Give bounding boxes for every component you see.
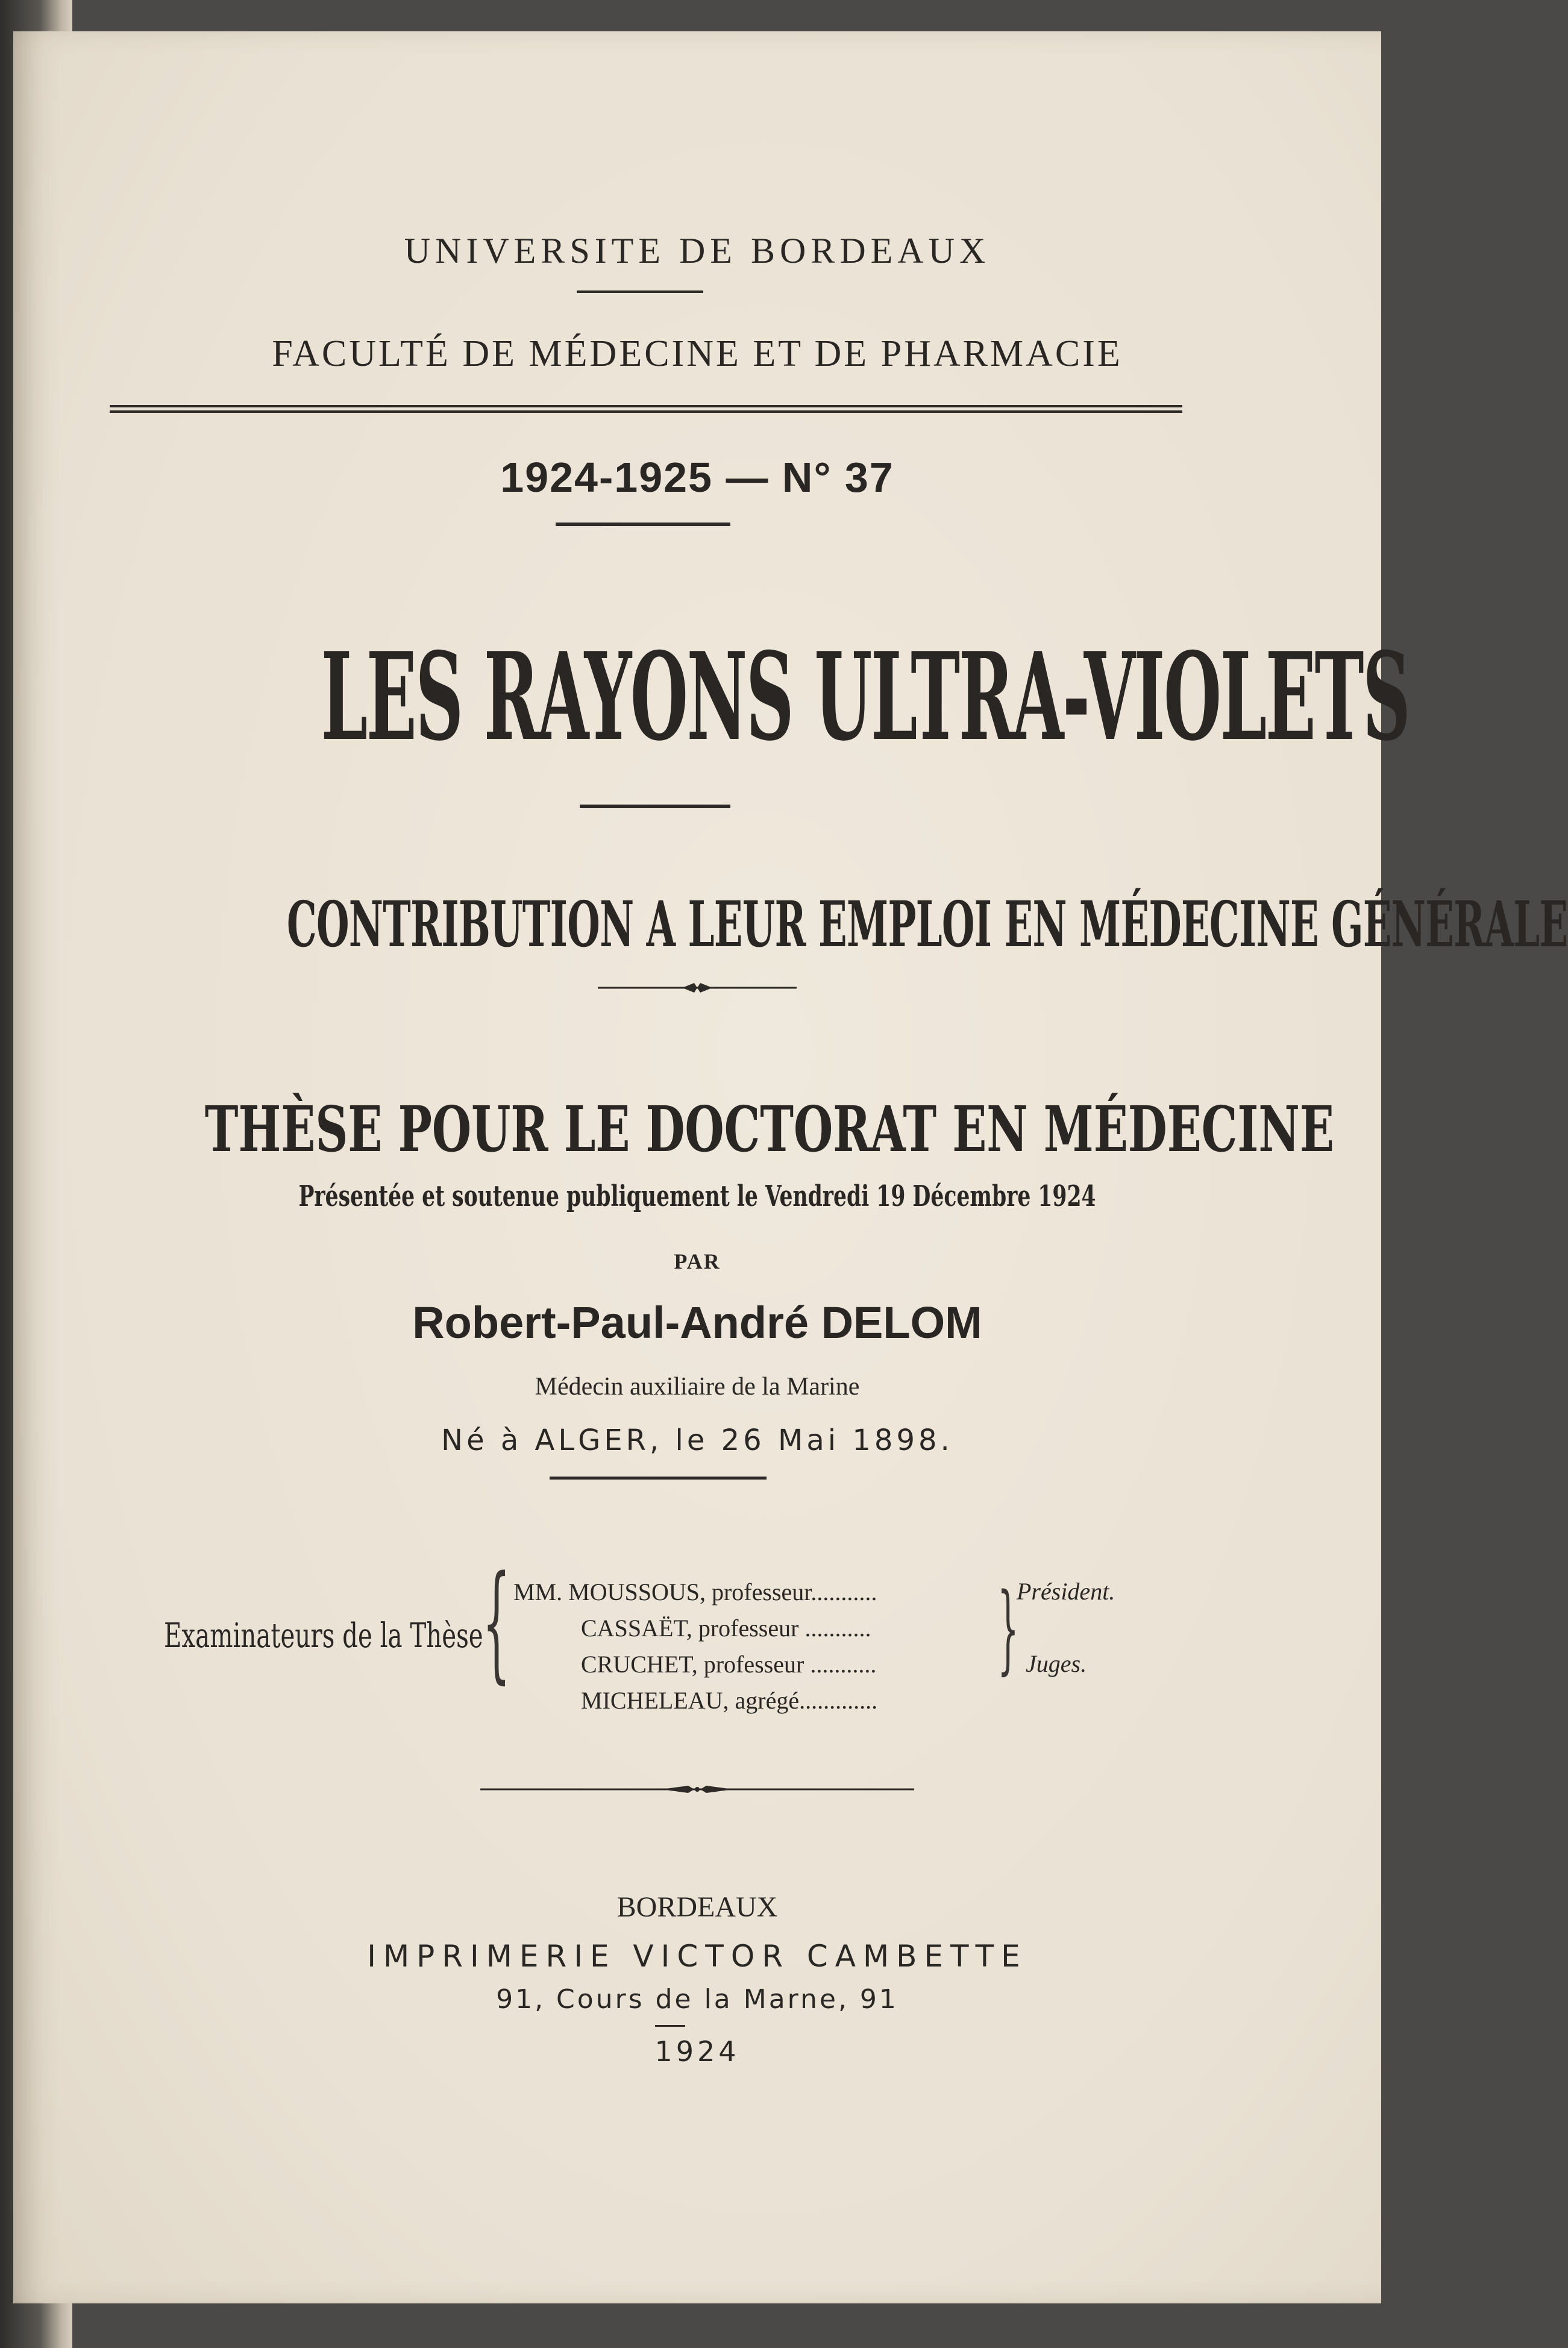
- short-rule: [556, 523, 730, 526]
- short-rule: [577, 290, 703, 293]
- examiner-micheleau: MICHELEAU, agrégé.............: [581, 1687, 878, 1714]
- faculty-name: FACULTÉ DE MÉDECINE ET DE PHARMACIE: [272, 333, 1123, 374]
- judges-label: Juges.: [1026, 1650, 1087, 1677]
- printer-name: IMPRIMERIE VICTOR CAMBETTE: [367, 1939, 1027, 1974]
- examiners-label: Examinateurs de la Thèse: [164, 1616, 483, 1656]
- double-rule: [110, 405, 1182, 413]
- author-name: Robert-Paul-André DELOM: [412, 1298, 982, 1348]
- ornament-icon: [480, 1780, 914, 1798]
- subtitle: CONTRIBUTION A LEUR EMPLOI EN MÉDECINE GÉNÉRALE: [287, 887, 1568, 961]
- examiners-list: [513, 1574, 877, 1719]
- imprint-year: 1924: [654, 2035, 740, 2068]
- ornament-divider: [13, 1776, 1381, 1804]
- year-and-number: 1924-1925 — N° 37: [500, 454, 894, 501]
- birth-info: Né à ALGER, le 26 Mai 1898.: [441, 1424, 953, 1457]
- examiner-cassaet: CASSAËT, professeur ...........: [581, 1615, 871, 1642]
- presentation-date: Présentée et soutenue publiquement le Vendredi 19 Décembre 1924: [298, 1179, 1096, 1213]
- main-title: LES RAYONS ULTRA-VIOLETS: [321, 626, 1410, 768]
- par-label: PAR: [674, 1249, 721, 1273]
- left-brace: {: [482, 1548, 511, 1696]
- imprint-city: BORDEAUX: [616, 1891, 778, 1923]
- university-name: UNIVERSITE DE BORDEAUX: [404, 231, 991, 271]
- ornament-divider: [13, 975, 1381, 1003]
- president-label: Président.: [1017, 1578, 1115, 1605]
- short-rule: [655, 2025, 685, 2027]
- examiner-moussous: MM. MOUSSOUS, professeur...........: [513, 1578, 877, 1606]
- printer-address: 91, Cours de la Marne, 91: [496, 1984, 898, 2015]
- author-title: Médecin auxiliaire de la Marine: [535, 1373, 860, 1401]
- title-page: [13, 31, 1568, 2303]
- ornament-icon: [598, 979, 797, 997]
- thesis-type: THÈSE POUR LE DOCTORAT EN MÉDECINE: [204, 1092, 1334, 1166]
- examiner-cruchet: CRUCHET, professeur ...........: [581, 1651, 877, 1678]
- right-brace: }: [997, 1572, 1019, 1684]
- short-rule: [580, 805, 730, 808]
- short-rule: [550, 1477, 767, 1480]
